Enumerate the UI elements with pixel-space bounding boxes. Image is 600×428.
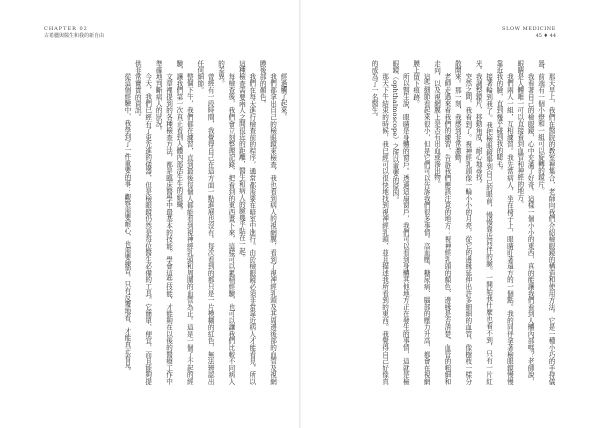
right-page-header (502, 26, 556, 40)
paragraph: 文章裡提到的各種檢查方法，都是臨床醫學中最基本的技能。學會這些技能，才能夠在以後的醫療工作中準確地判斷病人的狀況。 (154, 60, 173, 385)
paragraph: 這些細節看起來很小，但是它們可以告訴我們很多事情。高血壓、糖尿病、腦部的壓力升高，都會在視網膜上留下痕跡。 (411, 60, 431, 385)
left-page-header (44, 26, 104, 40)
paragraph: 接著輪到我了。我把檢眼鏡舉到自己的眼前，慢慢靠近同伴的臉。一開始我什麼也看不到，只有一片紅光。我調整鏡片，移動角度，耐心地尋找。 (474, 60, 493, 385)
paragraph: 曾經有一段時間，我覺得自己在這方面一點進展也沒有。每次看到的都只是一片模糊的紅色，無法辨認出任何細節。 (195, 60, 215, 385)
paragraph: 今天，我們已經有了更先進的儀器，但是檢眼鏡仍然是每位醫生必備的工具。它簡單、便宜，而且能夠提供非常寶貴的資訊。 (133, 60, 152, 385)
paragraph: 經過觸了起來。 (279, 73, 287, 121)
right-page-body (312, 60, 556, 385)
paragraph: 我們兩人一組，互相練習。我先當病人，坐在椅子上，眼睛盯著遠方的一個點。我的同伴拿著檢眼鏡慢慢靠近我的臉，直到幾乎碰到我的睫毛。 (494, 60, 514, 385)
paragraph: 從這個經驗中，我學到了一件重要的事：觀察需要耐心，也需要練習。只有反覆地看，才能真正看見。 (122, 73, 131, 375)
paragraph: 突然之間，我看到了。視神經乳頭像一輪小小的月亮，從它的邊緣延伸出許多細細的血管，像樹枝一樣分散開來。那一刻，我感到非常激動。 (453, 60, 472, 385)
paragraph: 每檢查後，我們會立刻整理記錄，把看到的東西畫下來，這樣可以累積經驗，也可以讓我們比較不同病人的差異。 (216, 60, 235, 385)
book-title: SLOW MEDICINE (502, 26, 556, 32)
paragraph: 那天早上，我們在醫院的教室裡集合，老師向我們介紹檢眼鏡的構造和使用方法。它是一種小巧的手持儀器，前端有一個小燈和一組可以旋轉的鏡片。 (536, 60, 555, 385)
paragraph: 整個下午，我們都在練習，直到最後每個人都能看到視神經乳頭和周圍的血管為止。這是一個了不起的經驗，讓我們第一次真正看到人體內部活生生的組織。 (174, 60, 194, 385)
page-numbers: 45 ♦ 44 (535, 33, 556, 39)
chapter-label: CHAPTER 02 (44, 26, 88, 32)
chapter-title: 古希臘與醫生和我的新自由 (44, 33, 105, 39)
paragraph: 所以醫生說，眼睛是身體的窗戶。透過這扇窗戶，我們可以看到身體其他地方正在發生的事情，這就是檢眼鏡（ophthalmoscope）之所以重要的原因。 (390, 60, 410, 385)
paragraph: 那天下午結束的時候，我已經可以很快地找到視神經乳頭，並且描述我所看到的東西。我覺得自己好像真的成為了一名醫生。 (370, 60, 389, 385)
paragraph: 我看著自己的檢眼鏡，心中充滿了好奇。這樣一個小小的東西，真的能讓我們看到人體內部嗎？老師說，眼睛是人體唯一可以直接看到血管和神經的地方。 (515, 60, 535, 385)
left-page-body (54, 60, 288, 385)
paragraph: 我們在每天進行檢查前的程序，通常都需要在暗室中進行。由於檢眼鏡必須非常靠近病人才能看見，所以這種檢查需要兩人之間很近的距離，醫生和病人的臉幾乎貼在一起。 (237, 60, 256, 385)
book-gutter (299, 0, 301, 428)
paragraph: 老師走過來看我們的練習，告訴我們應該注意的地方：視神經乳頭的顏色、邊緣是否清楚、血管的粗細和走向，以及視網膜上是否有出血或滲出物。 (432, 60, 451, 385)
paragraph: 我們都拿出自己的檢眼鏡來檢查，我也看到病人的視網膜，看到了視神經乳頭及其周邊後部的血管及視網膜後部的顏色。 (258, 60, 277, 385)
